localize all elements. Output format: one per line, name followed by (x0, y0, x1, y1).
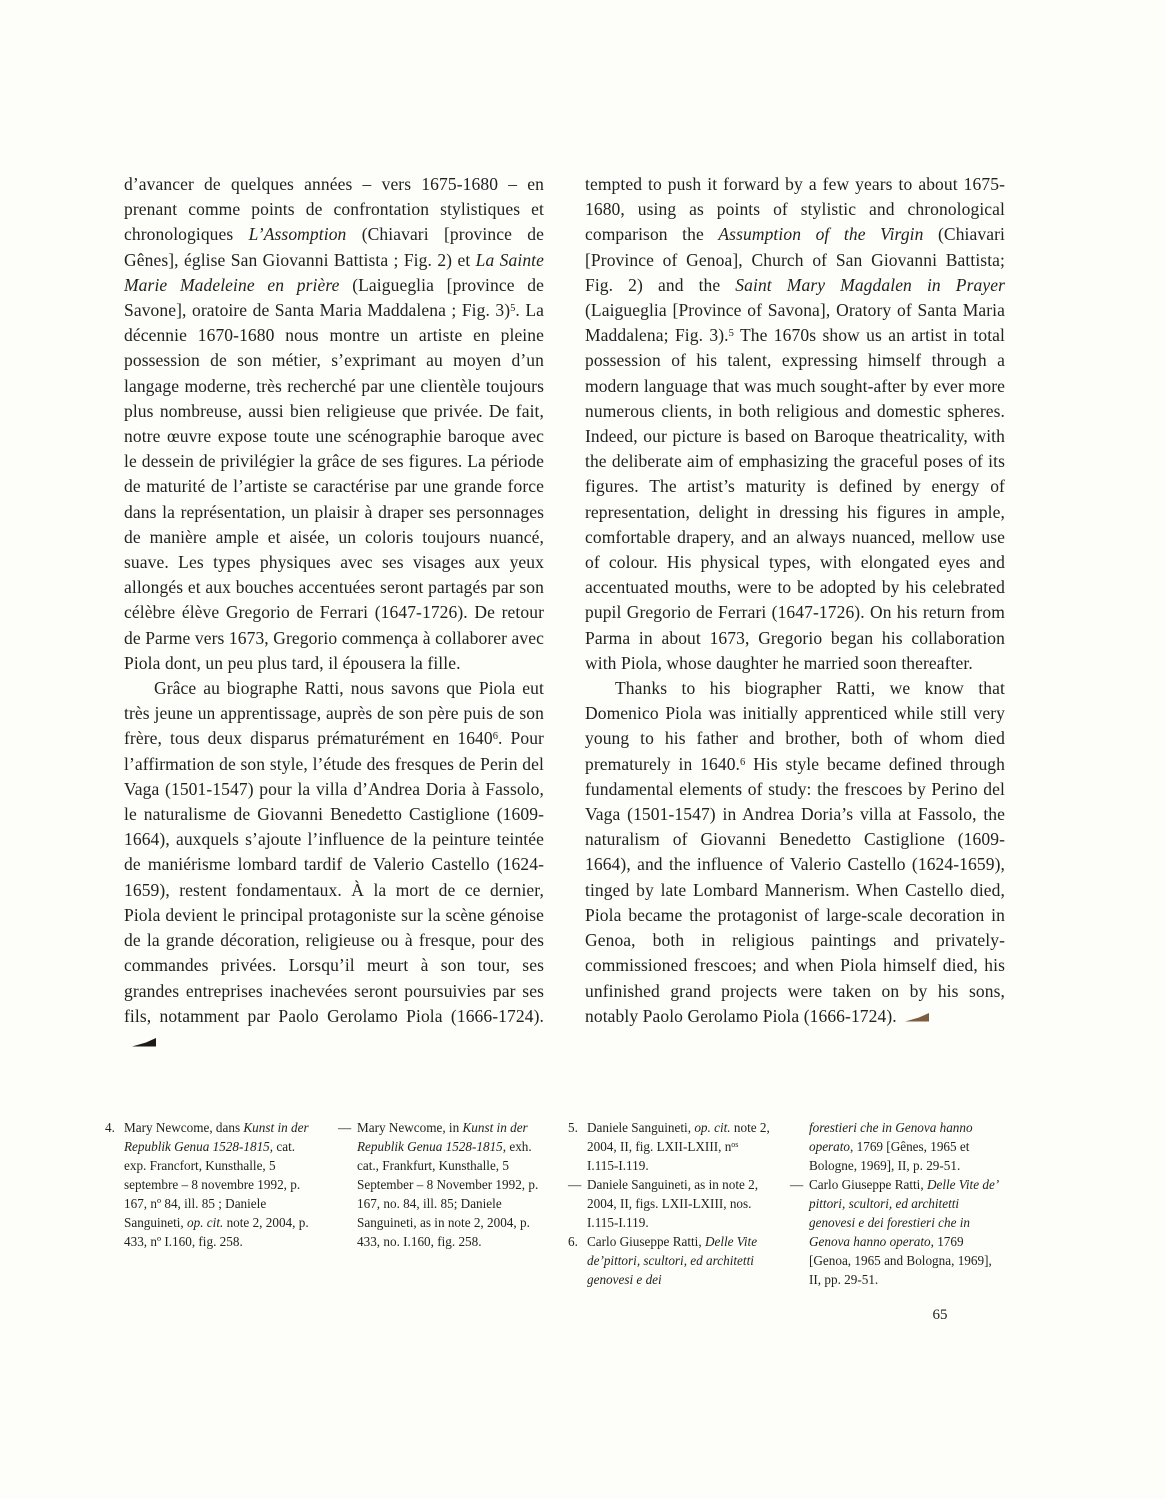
footnote-text: Carlo Giuseppe Ratti, Delle Vite de’pittori, scultori, ed architetti genovesi e dei (587, 1234, 758, 1287)
footnote-entry-6-fr (568, 1232, 770, 1289)
footnote-marker: — (790, 1177, 804, 1192)
page-number: 65 (932, 1307, 948, 1323)
end-of-article-icon (905, 1012, 929, 1022)
footnote-marker: — (338, 1120, 352, 1135)
footnote-entry-4-fr (105, 1118, 320, 1251)
footnote-text: Mary Newcome, dans Kunst in der Republik Genua 1528-1815, cat. exp. Francfort, Kunsthalle, 5 septembre – 8 novembre 1992, p. 167, nº 84, ill. 85 ; Daniele Sanguineti, op. cit. note 2, 2004, p. 433, nº I.160, fig. 258. (124, 1120, 309, 1249)
footnote-column-1 (105, 1118, 320, 1289)
footnote-entry-6-en (790, 1175, 1005, 1289)
footnote-column-4 (790, 1118, 1005, 1289)
footnote-text: Carlo Giuseppe Ratti, Delle Vite de’ pittori, scultori, ed architetti genovesi e dei forestieri che in Genova hanno operato, 1769 [Genoa, 1965 and Bologna, 1969], II, pp. 29-51. (809, 1177, 998, 1287)
french-paragraph-2-text: Grâce au biographe Ratti, nous savons que Piola eut très jeune un apprentissage, auprès de son père puis de son frère, tous deux disparus prématurément en 1640$^6$. Pour l’affirmation de son style, l’étude des fresques de Perin del Vaga (1501-1547) pour la villa d’Andrea Doria à Fassolo, le naturalisme de Giovanni Benedetto Castiglione (1609-1664), auxquels s’ajoute l’influence de la peinture teintée de maniérisme lombard tardif de Valerio Castello (1624-1659), restent fondamentaux. À la mort de ce dernier, Piola devient le principal protagoniste sur la scène génoise de la grande décoration, religieuse ou à fresque, pour des commandes privées. Lorsqu’il meurt à son tour, ses grandes entreprises inachevées seront poursuivies par ses fils, notamment par Paolo Gerolamo Piola (1666-1724). (124, 678, 544, 1026)
footnote-marker: 6. (568, 1234, 578, 1249)
footnote-marker: — (568, 1177, 582, 1192)
footnote-entry-5-en (568, 1175, 770, 1232)
footnote-text: Daniele Sanguineti, op. cit. note 2, 2004, II, fig. LXII-LXIII, $n^{os}$ I.115-I.119. (587, 1120, 770, 1173)
footnotes-section (105, 1118, 1005, 1289)
end-of-article-icon (132, 1037, 156, 1047)
footnote-column-2 (338, 1118, 548, 1289)
footnote-marker: 4. (105, 1120, 115, 1135)
footnote-marker: 5. (568, 1120, 578, 1135)
french-paragraph-1 (124, 172, 544, 676)
french-paragraph-2 (124, 676, 544, 1054)
footnote-entry-4-en (338, 1118, 548, 1251)
footnote-text: Daniele Sanguineti, as in note 2, 2004, II, figs. LXII-LXIII, nos. I.115-I.119. (587, 1177, 759, 1230)
french-column (124, 172, 544, 1054)
english-column (585, 172, 1005, 1054)
english-paragraph-1-text: tempted to push it forward by a few years to about 1675-1680, using as points of stylistic and chronological comparison the Assumption of the Virgin (Chiavari [Province of Genoa], Church of San Giovanni Battista; Fig. 2) and the Saint Mary Magdalen in Prayer (Laigueglia [Province of Savona], Oratory of Santa Maria Maddalena; Fig. 3).$^5$ The 1670s show us an artist in total possession of his talent, expressing himself through a modern language that was much sought-after by ever more numerous clients, in both religious and domestic spheres. Indeed, our picture is based on Baroque theatricality, with the deliberate aim of emphasizing the graceful poses of its figures. The artist’s maturity is defined by energy of representation, delight in dressing his figures in ample, comfortable drapery, and an always nuanced, mellow use of colour. His physical types, with elongated eyes and accentuated mouths, were to be adopted by his celebrated pupil Gregorio de Ferrari (1647-1726). On his return from Parma in about 1673, Gregorio began his collaboration with Piola, whose daughter he married soon thereafter. (585, 174, 1005, 673)
french-paragraph-1-text: d’avancer de quelques années – vers 1675-1680 – en prenant comme points de confrontation stylistiques et chronologiques L’Assomption (Chiavari [province de Gênes], église San Giovanni Battista ; Fig. 2) et La Sainte Marie Madeleine en prière (Laigueglia [province de Savone], oratoire de Santa Maria Maddalena ; Fig. 3)$^5$. La décennie 1670-1680 nous montre un artiste en pleine possession de son métier, s’exprimant au moyen d’un langage moderne, très recherché par une clientèle toujours plus nombreuse, aussi bien religieuse que privée. De fait, notre œuvre expose toute une scénographie baroque avec le dessein de privilégier la grâce de ses figures. La période de maturité de l’artiste se caractérise par une grande force dans la représentation, un plaisir à draper ses personnages de manière ample et aisée, un coloris toujours nuancé, suave. Les types physiques avec ses visages aux yeux allongés et aux bouches accentuées seront partagés par son célèbre élève Gregorio de Ferrari (1647-1726). De retour de Parme vers 1673, Gregorio commença à collaborer avec Piola dont, un peu plus tard, il épousera la fille. (124, 174, 544, 673)
footnote-entry-6-fr-continued (790, 1118, 1005, 1175)
footnote-text: Mary Newcome, in Kunst in der Republik Genua 1528-1815, exh. cat., Frankfurt, Kunsthalle, 5 September – 8 November 1992, p. 167, no. 84, ill. 85; Daniele Sanguineti, as in note 2, 2004, p. 433, no. I.160, fig. 258. (357, 1120, 539, 1249)
main-text-block (124, 172, 1005, 1054)
footnote-text: forestieri che in Genova hanno operato, 1769 [Gênes, 1965 et Bologne, 1969], II, p. 29-51. (809, 1120, 973, 1173)
english-paragraph-2 (585, 676, 1005, 1029)
english-paragraph-1 (585, 172, 1005, 676)
footnote-entry-5-fr (568, 1118, 770, 1175)
english-paragraph-2-text: Thanks to his biographer Ratti, we know that Domenico Piola was initially apprenticed while still very young to his father and brother, both of whom died prematurely in 1640.$^6$ His style became defined through fundamental elements of study: the frescoes by Perino del Vaga (1501-1547) in Andrea Doria’s villa at Fassolo, the naturalism of Giovanni Benedetto Castiglione (1609-1664), and the influence of Valerio Castello (1624-1659), tinged by late Lombard Mannerism. When Castello died, Piola became the protagonist of large-scale decoration in Genoa, both in religious paintings and privately-commissioned frescoes; and when Piola himself died, his unfinished grand projects were taken on by his sons, notably Paolo Gerolamo Piola (1666-1724). (585, 678, 1006, 1026)
footnote-column-3 (568, 1118, 770, 1289)
